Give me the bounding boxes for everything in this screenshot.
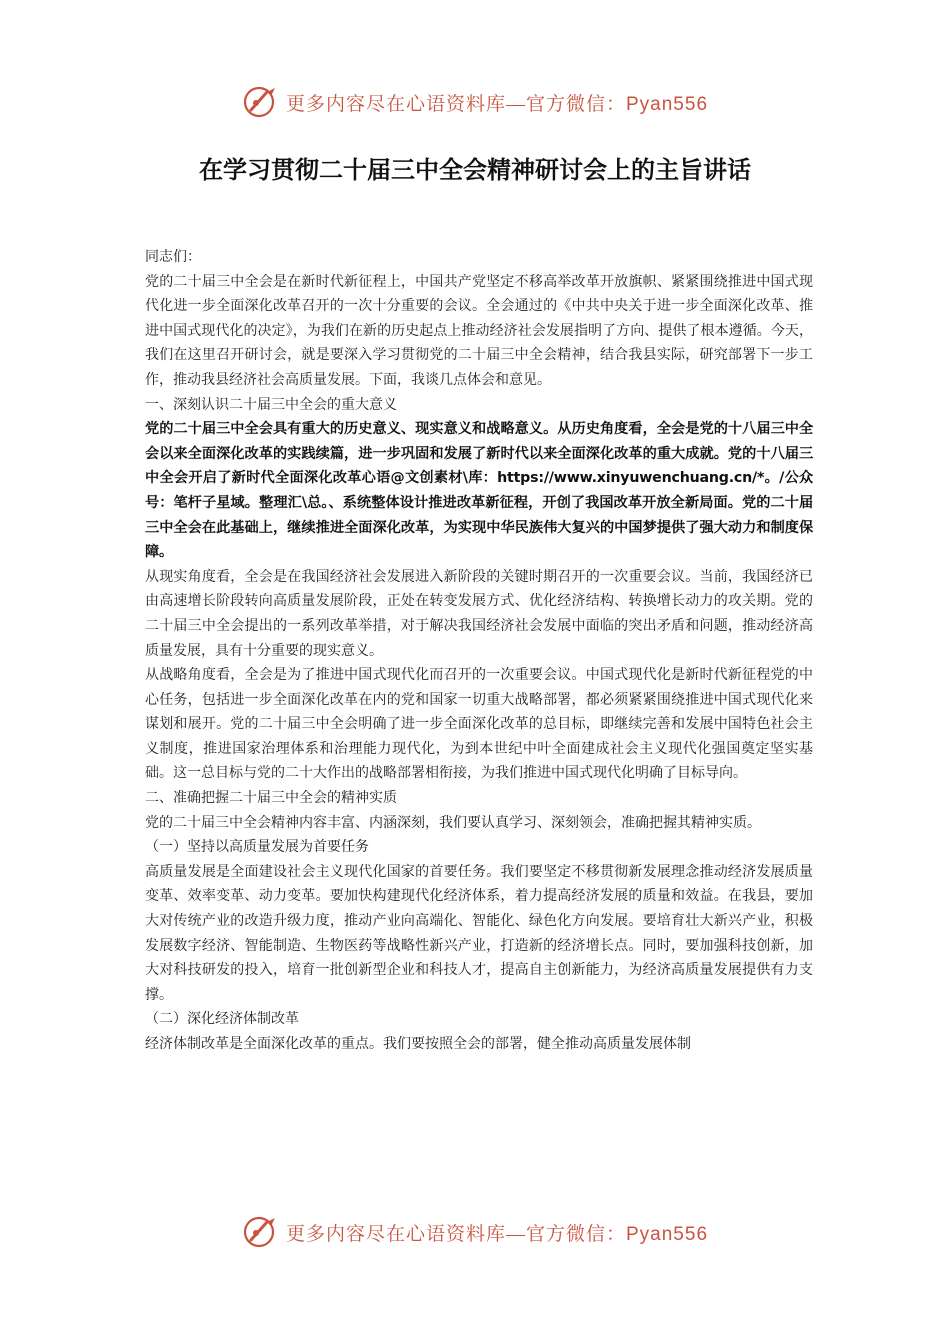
intro-paragraph: 党的二十届三中全会是在新时代新征程上，中国共产党坚定不移高举改革开放旗帜、紧紧围绕推进中国式现代化进一步全面深化改革召开的一次十分重要的会议。全会通过的《中共中央关于进一步全面深化改革、推进中国式现代化的决定》，为我们在新的历史起点上推动经济社会发展指明了方向、提供了根本遵循。今天，我们在这里召开研讨会，就是要深入学习贯彻党的二十届三中全会精神，结合我县实际，研究部署下一步工作，推动我县经济社会高质量发展。下面，我谈几点体会和意见。 (145, 273, 813, 388)
banner-wechat-id: Pyan556 (626, 1223, 709, 1245)
banner-wechat-id: Pyan556 (626, 93, 709, 115)
strategic-paragraph: 从战略角度看，全会是为了推进中国式现代化而召开的一次重要会议。中国式现代化是新时代新征程党的中心任务，包括进一步全面深化改革在内的党和国家一切重大战略部署，都必须紧紧围绕推进中国式现代化来谋划和展开。党的二十届三中全会明确了进一步全面深化改革的总目标，即继续完善和发展中国特色社会主义制度，推进国家治理体系和治理能力现代化，为到本世纪中叶全面建成社会主义现代化强国奠定坚实基础。这一总目标与党的二十大作出的战略部署相衔接，为我们推进中国式现代化明确了目标导向。 (145, 667, 813, 782)
significance-paragraph: 党的二十届三中全会具有重大的历史意义、现实意义和战略意义。从历史角度看，全会是党的十八届三中全会以来全面深化改革的实践续篇，进一步巩固和发展了新时代以来全面深化改革的重大成就。党的十八届三中全会开启了新时代全面深化改革心语@文创素材\库：https://www.xinyuwenchuang.cn/*。/公众号：笔杆子星域。整理汇\总。、系统整体设计推进改革新征程，开创了我国改革开放全新局面。党的二十届三中全会在此基础上，继续推进全面深化改革，为实现中华民族伟大复兴的中国梦提供了强大动力和制度保障。 (145, 421, 813, 561)
subheading-2: （二）深化经济体制改革 (145, 1011, 299, 1028)
banner-text-cn: 更多内容尽在心语资料库—官方微信： (285, 93, 626, 115)
subheading-1: （一）坚持以高质量发展为首要任务 (145, 839, 369, 856)
header-banner (0, 82, 950, 122)
salutation: 同志们： (145, 249, 201, 265)
section-heading-1: 一、深刻认识二十届三中全会的重大意义 (145, 396, 397, 413)
document-body (145, 245, 813, 1057)
quality-development-paragraph: 高质量发展是全面建设社会主义现代化国家的首要任务。我们要坚定不移贯彻新发展理念推动经济发展质量变革、效率变革、动力变革。要加快构建现代化经济体系，着力提高经济发展的质量和效益。在我县，要加大对传统产业的改造升级力度，推动产业向高端化、智能化、绿色化方向发展。要培育壮大新兴产业，积极发展数字经济、智能制造、生物医药等战略性新兴产业，打造新的经济增长点。同时，要加强科技创新，加大对科技研发的投入，培育一批创新型企业和科技人才，提高自主创新能力，为经济高质量发展提供有力支撑。 (145, 863, 813, 1003)
brand-logo-icon (242, 1213, 280, 1251)
footer-banner (0, 1212, 950, 1252)
practical-paragraph: 从现实角度看，全会是在我国经济社会发展进入新阶段的关键时期召开的一次重要会议。当前，我国经济已由高速增长阶段转向高质量发展阶段，正处在转变发展方式、优化经济结构、转换增长动力的攻关期。党的二十届三中全会提出的一系列改革举措，对于解决我国经济社会发展中面临的突出矛盾和问题，推动经济高质量发展，具有十分重要的现实意义。 (145, 568, 813, 659)
banner-text-cn: 更多内容尽在心语资料库—官方微信： (285, 1223, 626, 1245)
economic-reform-paragraph: 经济体制改革是全面深化改革的重点。我们要按照全会的部署，健全推动高质量发展体制 (145, 1036, 691, 1052)
section-heading-2: 二、准确把握二十届三中全会的精神实质 (145, 790, 397, 807)
document-title: 在学习贯彻二十届三中全会精神研讨会上的主旨讲话 (199, 155, 751, 184)
essence-paragraph: 党的二十届三中全会精神内容丰富、内涵深刻，我们要认真学习、深刻领会，准确把握其精神实质。 (145, 814, 761, 831)
brand-logo-icon (242, 83, 280, 121)
